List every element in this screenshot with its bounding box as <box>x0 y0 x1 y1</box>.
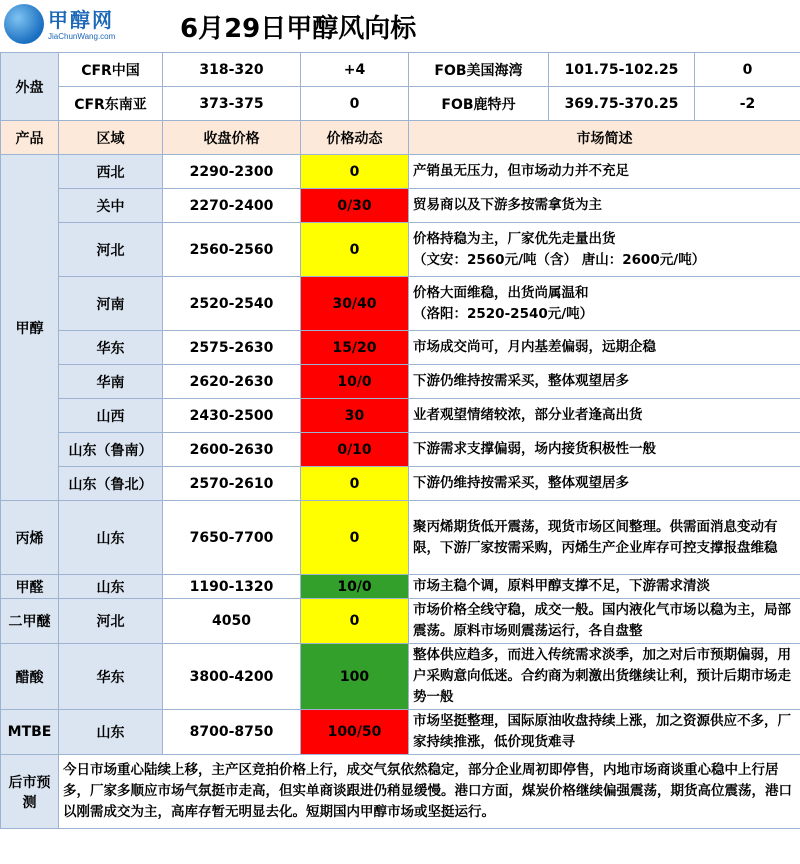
header-region: 区域 <box>59 121 163 155</box>
waipan-cell: FOB鹿特丹 <box>409 87 549 121</box>
table-row <box>1 710 800 755</box>
summary-line: 价格持稳为主，厂家优先走量出货 <box>413 230 616 247</box>
header-price: 收盘价格 <box>163 121 301 155</box>
table-row <box>1 575 800 599</box>
waipan-cell: 0 <box>301 87 409 121</box>
dynamic-cell: 10/0 <box>301 365 409 399</box>
dynamic-cell: 30/40 <box>301 277 409 331</box>
waipan-cell: FOB美国海湾 <box>409 53 549 87</box>
header-summary: 市场简述 <box>409 121 800 155</box>
waipan-row <box>1 53 800 87</box>
dynamic-cell: 0 <box>301 501 409 575</box>
table-header <box>1 121 800 155</box>
page-title: 6月29日甲醇风向标 <box>180 14 417 44</box>
table-row <box>1 365 800 399</box>
dynamic-cell: 100 <box>301 644 409 710</box>
dynamic-cell: 0 <box>301 223 409 277</box>
summary-cell <box>409 599 800 644</box>
price-cell: 2270-2400 <box>163 189 301 223</box>
region-cell: 华东 <box>59 644 163 710</box>
region-cell: 河北 <box>59 599 163 644</box>
summary-cell <box>409 399 800 433</box>
summary-cell <box>409 365 800 399</box>
price-cell: 2560-2560 <box>163 223 301 277</box>
price-cell: 2430-2500 <box>163 399 301 433</box>
forecast-row <box>1 755 800 829</box>
summary-cell <box>409 644 800 710</box>
logo-url: JiaChunWang.com <box>48 32 116 41</box>
table-row <box>1 599 800 644</box>
summary-line: 价格大面维稳，出货尚属温和 <box>413 284 589 301</box>
summary-cell <box>409 467 800 501</box>
header <box>0 0 800 53</box>
dynamic-cell: 0 <box>301 155 409 189</box>
summary-cell <box>409 575 800 599</box>
summary-line: 下游仍维持按需采买，整体观望居多 <box>413 373 629 389</box>
dynamic-cell: 10/0 <box>301 575 409 599</box>
table-row <box>1 501 800 575</box>
summary-line: 市场坚挺整理，国际原油收盘持续上涨，加之资源供应不多，厂家持续推涨，低价现货难寻 <box>413 713 791 750</box>
region-cell: 山东 <box>59 501 163 575</box>
region-cell: 华东 <box>59 331 163 365</box>
product-name: 醋酸 <box>1 644 59 710</box>
summary-cell <box>409 433 800 467</box>
summary-line: 市场价格全线守稳，成交一般。国内液化气市场以稳为主，局部震荡。原料市场则震荡运行，各自盘整 <box>413 602 791 639</box>
forecast-label: 后市预测 <box>1 755 59 829</box>
price-cell: 2600-2630 <box>163 433 301 467</box>
region-cell: 山东 <box>59 710 163 755</box>
region-cell: 山西 <box>59 399 163 433</box>
waipan-label: 外盘 <box>1 53 59 121</box>
price-cell: 2520-2540 <box>163 277 301 331</box>
logo <box>4 4 122 48</box>
summary-cell <box>409 223 800 277</box>
product-name: 甲醛 <box>1 575 59 599</box>
waipan-cell: 373-375 <box>163 87 301 121</box>
summary-line: 市场主稳个调，原料甲醇支撑不足，下游需求清淡 <box>413 578 710 594</box>
summary-line: （洛阳：2520-2540元/吨） <box>413 305 594 322</box>
price-cell: 2290-2300 <box>163 155 301 189</box>
region-cell: 华南 <box>59 365 163 399</box>
summary-line: 业者观望情绪较浓，部分业者逢高出货 <box>413 407 643 423</box>
summary-cell <box>409 501 800 575</box>
price-cell: 2570-2610 <box>163 467 301 501</box>
price-cell: 1190-1320 <box>163 575 301 599</box>
dynamic-cell: 15/20 <box>301 331 409 365</box>
waipan-cell: -2 <box>695 87 800 121</box>
waipan-cell: +4 <box>301 53 409 87</box>
summary-line: 下游需求支撑偏弱，场内接货积极性一般 <box>413 441 656 457</box>
region-cell: 河北 <box>59 223 163 277</box>
summary-line: 市场成交尚可，月内基差偏弱，远期企稳 <box>413 339 656 355</box>
dynamic-cell: 30 <box>301 399 409 433</box>
region-cell: 西北 <box>59 155 163 189</box>
logo-text: 甲醇网 <box>48 8 114 32</box>
logo-globe-icon <box>4 4 44 44</box>
table-row <box>1 189 800 223</box>
price-cell: 2575-2630 <box>163 331 301 365</box>
product-name: 二甲醚 <box>1 599 59 644</box>
price-cell: 3800-4200 <box>163 644 301 710</box>
region-cell: 山东 <box>59 575 163 599</box>
region-cell: 关中 <box>59 189 163 223</box>
waipan-cell: CFR中国 <box>59 53 163 87</box>
product-name: 丙烯 <box>1 501 59 575</box>
table-row <box>1 644 800 710</box>
summary-line: 整体供应趋多，而进入传统需求淡季，加之对后市预期偏弱，用户采购意向低迷。合约商为刺激出货继续让利，预计后期市场走势一般 <box>413 647 791 705</box>
dynamic-cell: 0 <box>301 467 409 501</box>
price-cell: 8700-8750 <box>163 710 301 755</box>
table-row <box>1 399 800 433</box>
summary-line: 贸易商以及下游多按需拿货为主 <box>413 197 602 213</box>
table-row <box>1 223 800 277</box>
table-row <box>1 433 800 467</box>
price-cell: 4050 <box>163 599 301 644</box>
waipan-cell: 0 <box>695 53 800 87</box>
dynamic-cell: 0/10 <box>301 433 409 467</box>
summary-line: 产销虽无压力，但市场动力并不充足 <box>413 163 629 179</box>
region-cell: 山东（鲁南） <box>59 433 163 467</box>
waipan-cell: 369.75-370.25 <box>549 87 695 121</box>
header-dynamic: 价格动态 <box>301 121 409 155</box>
dynamic-cell: 100/50 <box>301 710 409 755</box>
summary-line: （文安：2560元/吨（含） 唐山：2600元/吨） <box>413 251 706 268</box>
forecast-text: 今日市场重心陆续上移，主产区竞拍价格上行，成交气氛依然稳定，部分企业周初即停售，内地市场商谈重心稳中上行居多，厂家多顺应市场气氛挺市走高，但实单商谈跟进仍稍显缓慢。港口方面，煤炭价格继续偏强震荡，期货高位震荡，港口以刚需成交为主，高库存暂无明显去化。短期国内甲醇市场或坚挺运行。 <box>59 755 800 829</box>
product-name: 甲醇 <box>1 155 59 501</box>
dynamic-cell: 0 <box>301 599 409 644</box>
main-table <box>0 52 800 829</box>
price-cell: 7650-7700 <box>163 501 301 575</box>
waipan-cell: CFR东南亚 <box>59 87 163 121</box>
region-cell: 河南 <box>59 277 163 331</box>
waipan-cell: 318-320 <box>163 53 301 87</box>
region-cell: 山东（鲁北） <box>59 467 163 501</box>
summary-cell <box>409 331 800 365</box>
price-cell: 2620-2630 <box>163 365 301 399</box>
header-product: 产品 <box>1 121 59 155</box>
summary-line: 聚丙烯期货低开震荡，现货市场区间整理。供需面消息变动有限，下游厂家按需采购，丙烯生产企业库存可控支撑报盘维稳 <box>413 518 778 556</box>
table-row <box>1 467 800 501</box>
table-row <box>1 277 800 331</box>
summary-cell <box>409 189 800 223</box>
summary-cell <box>409 710 800 755</box>
waipan-cell: 101.75-102.25 <box>549 53 695 87</box>
product-name: MTBE <box>1 710 59 755</box>
summary-line: 下游仍维持按需采买，整体观望居多 <box>413 475 629 491</box>
table-row <box>1 331 800 365</box>
table-row <box>1 155 800 189</box>
dynamic-cell: 0/30 <box>301 189 409 223</box>
waipan-row <box>1 87 800 121</box>
summary-cell <box>409 277 800 331</box>
summary-cell <box>409 155 800 189</box>
